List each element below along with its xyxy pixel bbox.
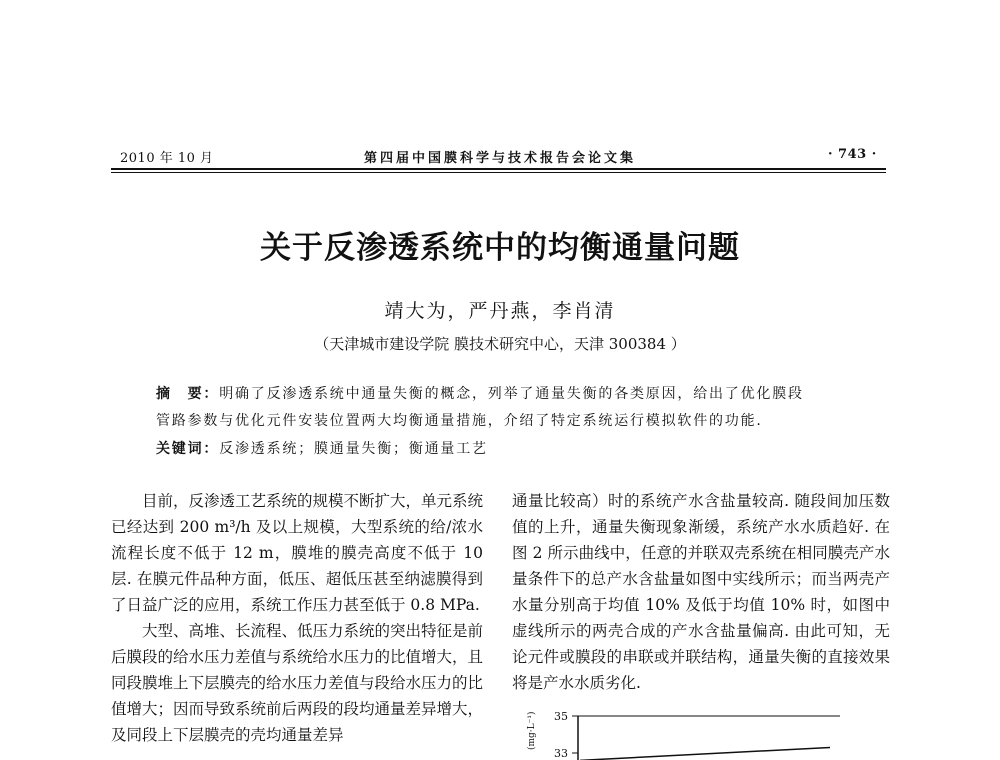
paper-title: 关于反渗透系统中的均衡通量问题 bbox=[260, 230, 740, 266]
abstract-text-1: 明确了反渗透系统中通量失衡的概念，列举了通量失衡的各类原因，给出了优化膜段 bbox=[219, 386, 804, 402]
body-paragraph: 通量比较高）时的系统产水含盐量较高. 随段间加压数值的上升，通量失衡现象渐缓，系统产水水质趋好. 在图 2 所示曲线中，任意的并联双壳系统在相同膜壳产水量条件下的总产水含盐量如图中实线所示；而当两壳产水量分别高于均值 10% 及低于均值 10% 时，如图中虚线所示的两壳合成的产水含盐量偏高. 由此可知，无论元件或膜段的串联或并联结构，通量失衡的直接效果将是产水水质劣化. bbox=[512, 492, 890, 692]
affiliation: （天津城市建设学院 膜技术研究中心，天津 300384 ） bbox=[314, 335, 686, 353]
chart-y-tick-label: 35 bbox=[554, 710, 568, 723]
abstract-line-2: 管路参数与优化元件安装位置两大均衡通量措施，介绍了特定系统运行模拟软件的功能. bbox=[156, 413, 763, 429]
chart-svg bbox=[520, 706, 850, 760]
body-column-right bbox=[512, 488, 890, 696]
figure-chart bbox=[520, 706, 850, 760]
body-paragraph: 目前，反渗透工艺系统的规模不断扩大，单元系统已经达到 200 m³/h 及以上规模，大型系统的给/浓水流程长度不低于 12 m，膜堆的膜壳高度不低于 10 层. 在膜元件品种方面，低压、超低压甚至纳滤膜得到了日益广泛的应用，系统工作压力甚至低于 0.8 MPa. bbox=[111, 492, 484, 614]
header-rule-thick bbox=[111, 168, 886, 170]
header-date: 2010 年 10 月 bbox=[120, 151, 214, 166]
abstract-label: 摘 要： bbox=[156, 386, 220, 402]
header-journal: 第四届中国膜科学与技术报告会论文集 bbox=[363, 151, 636, 166]
chart-y-ticks bbox=[554, 710, 578, 760]
header-rule-thin bbox=[111, 172, 886, 173]
keywords-line bbox=[156, 438, 488, 458]
authors: 靖大为，严丹燕，李肖清 bbox=[384, 300, 616, 322]
body-column-left bbox=[111, 488, 483, 748]
chart-ylabel: (mg·L⁻¹) bbox=[527, 711, 537, 750]
chart-y-tick-label: 33 bbox=[554, 747, 568, 760]
chart-series-solid bbox=[580, 747, 830, 760]
header-page-number: · 743 · bbox=[828, 147, 877, 162]
body-paragraph: 大型、高堆、长流程、低压力系统的突出特征是前后膜段的给水压力差值与系统给水压力的比值增大，且同段膜堆上下层膜壳的给水压力差值与段给水压力的比值增大；因而导致系统前后两段的段均通量差异增大，及同段上下层膜壳的壳均通量差异 bbox=[111, 622, 484, 744]
keywords-label: 关键词： bbox=[156, 441, 220, 457]
keywords-text: 反渗透系统；膜通量失衡；衡通量工艺 bbox=[219, 441, 488, 457]
abstract-line-1 bbox=[156, 383, 804, 403]
